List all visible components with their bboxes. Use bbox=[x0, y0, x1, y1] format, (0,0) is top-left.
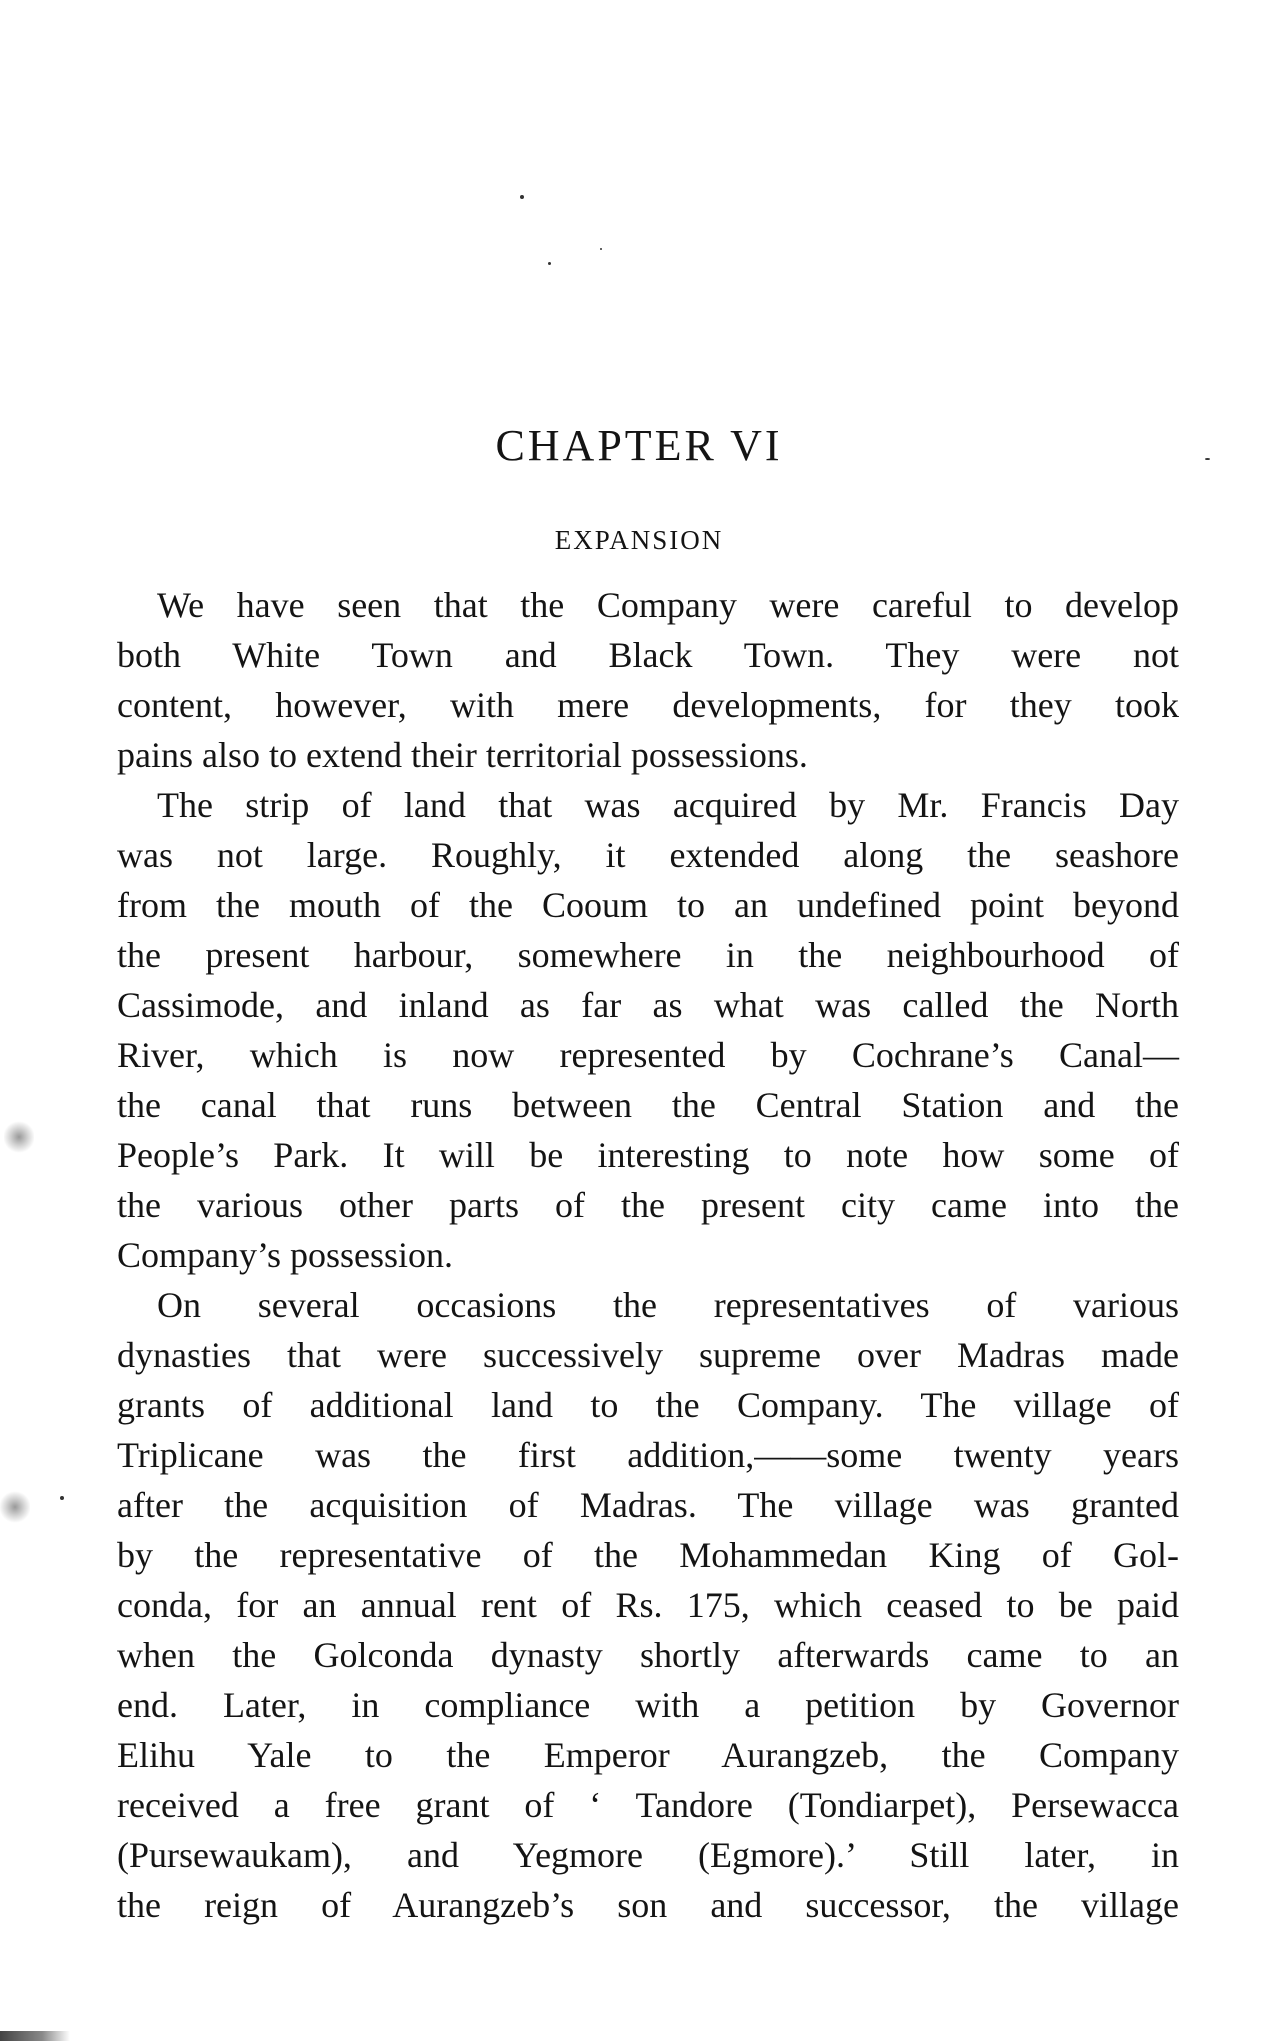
text-line: the present harbour, somewhere in the neighbourhood of bbox=[117, 935, 1179, 975]
print-speck bbox=[600, 248, 602, 250]
body-text bbox=[117, 580, 1179, 1930]
text-line: dynasties that were successively supreme over Madras made bbox=[117, 1335, 1179, 1375]
text-line: Elihu Yale to the Emperor Aurangzeb, the Company bbox=[117, 1735, 1179, 1775]
paragraph bbox=[117, 1280, 1179, 1930]
text-line: the canal that runs between the Central Station and the bbox=[117, 1085, 1179, 1125]
text-line: after the acquisition of Madras. The village was granted bbox=[117, 1485, 1179, 1525]
text-line: conda, for an annual rent of Rs. 175, which ceased to be paid bbox=[117, 1585, 1179, 1625]
text-line: On several occasions the representatives of various bbox=[157, 1285, 1179, 1325]
text-line: content, however, with mere developments, for they took bbox=[117, 685, 1179, 725]
print-speck bbox=[520, 195, 524, 199]
text-line: pains also to extend their territorial possessions. bbox=[117, 735, 808, 775]
text-line: Triplicane was the first addition,——some twenty years bbox=[117, 1435, 1179, 1475]
text-line: from the mouth of the Cooum to an undefined point beyond bbox=[117, 885, 1179, 925]
text-line: Cassimode, and inland as far as what was called the North bbox=[117, 985, 1179, 1025]
text-line: was not large. Roughly, it extended along the seashore bbox=[117, 835, 1179, 875]
page-edge-mark bbox=[0, 2031, 70, 2041]
margin-smudge bbox=[4, 1120, 34, 1154]
section-title: EXPANSION bbox=[554, 525, 724, 555]
text-line: River, which is now represented by Cochrane’s Canal— bbox=[117, 1035, 1179, 1075]
text-line: (Pursewaukam), and Yegmore (Egmore).’ Still later, in bbox=[117, 1835, 1179, 1875]
margin-smudge bbox=[0, 1490, 30, 1524]
text-line: grants of additional land to the Company. The village of bbox=[117, 1385, 1179, 1425]
text-line: both White Town and Black Town. They were not bbox=[117, 635, 1179, 675]
text-line: People’s Park. It will be interesting to note how some of bbox=[117, 1135, 1179, 1175]
text-line: Company’s possession. bbox=[117, 1235, 454, 1275]
print-speck bbox=[60, 1496, 64, 1500]
text-line: the reign of Aurangzeb’s son and successor, the village bbox=[117, 1885, 1179, 1925]
text-line: the various other parts of the present city came into the bbox=[117, 1185, 1179, 1225]
text-line: received a free grant of ‘ Tandore (Tondiarpet), Persewacca bbox=[117, 1785, 1179, 1825]
text-line: We have seen that the Company were careful to develop bbox=[157, 585, 1179, 625]
print-speck bbox=[548, 262, 551, 265]
paragraph bbox=[117, 580, 1179, 780]
paragraph bbox=[117, 780, 1179, 1280]
chapter-title: CHAPTER VI bbox=[495, 421, 783, 470]
text-line: end. Later, in compliance with a petition by Governor bbox=[117, 1685, 1179, 1725]
text-line: when the Golconda dynasty shortly afterwards came to an bbox=[117, 1635, 1179, 1675]
text-line: by the representative of the Mohammedan King of Gol- bbox=[117, 1535, 1179, 1575]
text-line: The strip of land that was acquired by Mr. Francis Day bbox=[157, 785, 1179, 825]
